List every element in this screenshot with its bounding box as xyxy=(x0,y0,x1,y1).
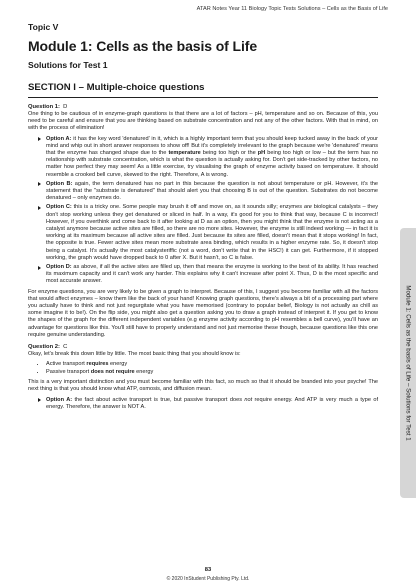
question-1-outro: For enzyme questions, you are very likely to be given a graph to interpret. Because of this, I suggest you become familiar with all the factors that would affect enzymes – know them like the back of your hand! Knowing graph questions, there's always a bit of a processing part where you actually have to think and not just regurgitate what you have memorised (contrary to popular belief, Biology is not actually as chill as some imagine it to be!). On the flip side, you might also get a question asking you to draw a graph instead of interpret it. If you get to know the shapes of the graph for the different independent variables (e.g enzyme activity according to pH resembles a bell curve), you'll have an advantage for questions like this. You'll still have to properly understand and not just memorise these though, because questions like this one require genuine understanding. xyxy=(28,288,378,338)
bullet-item: • Passive transport does not require energy xyxy=(46,369,378,376)
triangle-bullet-icon xyxy=(38,206,41,210)
question-1-heading xyxy=(28,104,378,110)
bullet-item: • Active transport requires energy xyxy=(46,361,378,368)
option-item: Option B: again, the term denatured has no part in this because the question is not about temperature or pH. However, it's the statement that the "substrate is denatured" that should alert you that choosing B is out of the question. Substrates do not become denatured – only enzymes do. xyxy=(38,181,378,203)
triangle-bullet-icon xyxy=(38,398,41,402)
transport-bullet-list xyxy=(28,361,378,376)
option-label: Option D: xyxy=(46,264,72,271)
option-label: Option B: xyxy=(46,180,73,187)
question-1-answer: D xyxy=(63,104,68,110)
solutions-title: Solutions for Test 1 xyxy=(28,60,108,70)
option-label: Option A: xyxy=(46,396,73,403)
question-2-options xyxy=(28,397,378,411)
page-number: 83 xyxy=(204,567,212,573)
question-2-label: Question 2: xyxy=(28,344,60,351)
side-tab-label: Module 1: Cells as the basis of Life – Solutions for Test 1 xyxy=(404,285,412,441)
option-item: Option A: it has the key word 'denatured' in it, which is a highly important term that you should keep tucked away in the back of your mind and whip out in short answer responses to show off! But it's completely irrelevant to the graph because we're 'denatured' means that the enzyme has changed shape due to the temperature being too high or the pH being too high or low – but the term has no relationship with substrate concentration, which is what the question is actually asking for. Don't get side-tracked by other factors, no matter how perfect they may seem! As a little exercise, try visualising the graph of enzyme activity based on temperature. It should resemble a crooked bell curve, skewed to the right. Therefore, A is wrong. xyxy=(38,136,378,179)
option-item: Option A: the fact about active transport is true, but passive transport does not require energy. And ATP is very much a type of energy. Therefore, the answer is NOT A. xyxy=(38,397,378,411)
option-item: Option D: as above, if all the active sites are filled up, then that means the enzyme is working to the best of its ability. It has reached its maximum capacity and it can't work any harder. This explains why it can't increase after point X. Thus, D is the most specific and most accurate answer. xyxy=(38,264,378,286)
copyright-notice: © 2020 InStudent Publishing Pty. Ltd. xyxy=(166,576,250,582)
question-2-mid: This is a very important distinction and you must become familiar with this fact, so much so that it should be branded into your psyche! The next thing is that you should know what ATP, osmosis, and diffusion mean. xyxy=(28,379,378,393)
triangle-bullet-icon xyxy=(38,266,41,270)
option-label: Option C: xyxy=(46,204,72,211)
triangle-bullet-icon xyxy=(38,137,41,141)
triangle-bullet-icon xyxy=(38,182,41,186)
module-title: Module 1: Cells as the basis of Life xyxy=(28,38,258,54)
option-label: Option A: xyxy=(46,135,72,142)
question-1-label: Question 1: xyxy=(28,104,60,110)
running-head: ATAR Notes Year 11 Biology Topic Tests Solutions – Cells as the Basis of Life xyxy=(196,6,388,12)
page-content xyxy=(28,22,378,414)
question-2-intro: Okay, let's break this down little by little. The most basic thing that you should know is: xyxy=(28,351,241,358)
section-divider xyxy=(28,97,378,98)
question-1-intro: One thing to be cautious of in enzyme-graph questions is that there are a lot of factors – pH, temperature and so on. Because of this, you need to be careful and ensure that you are thinking based on substrate concentration and not any of the other factors. With that in mind, on with the process of elimination! xyxy=(28,111,378,132)
side-tab xyxy=(400,228,416,498)
topic-label: Topic V xyxy=(28,22,59,32)
question-2-answer: C xyxy=(63,344,68,351)
question-2-heading xyxy=(28,344,378,350)
question-1-options xyxy=(28,136,378,286)
option-item: Option C: this is a tricky one. Some people may brush it off and move on, as it sounds silly; enzymes are biological catalysts – they don't stop working unless they get denatured or sliced in half. In a way, it's good for you to think that way, because C is incorrect! However, if you overthink and come back to it after looking at D as an option, then you might think that the enzyme is not acting as a catalyst anymore because active sites are filled, so there are no more sites. However, the enzyme is still indeed working — in fact it is working at its maximum because all active sites are filled. Just because its sites are filled, doesn't mean that it stops working! In fact, the opposite is true. Fewer active sites mean more substrate area binding, which results in a higher enzyme rate. So, it doesn't stop being a catalyst. It's actually the most catalysteriffic (not a word, don't write that in the HSC!) it can get. Furthermore, if it stopped working, the graph would have dropped back to 0 after X. But it hasn't, so C is false. xyxy=(38,204,378,262)
section-title: SECTION I – Multiple-choice questions xyxy=(28,82,205,93)
